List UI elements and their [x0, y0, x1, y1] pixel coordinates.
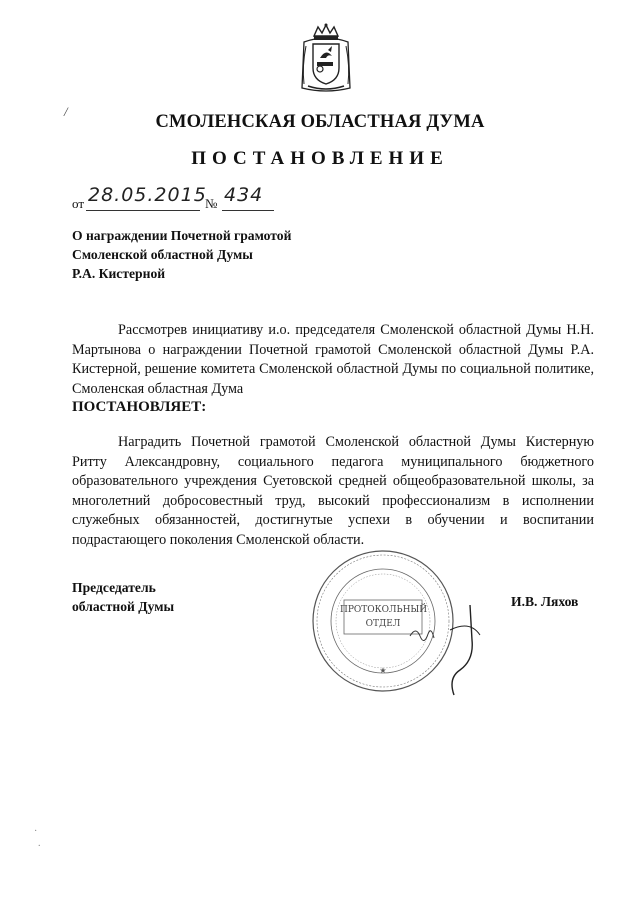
- number-underline: [222, 210, 274, 211]
- stamp-center-text: [340, 603, 426, 631]
- date-number-row: [72, 184, 332, 214]
- signatory-title-line: Председатель: [72, 580, 156, 595]
- subject-line: Р.А. Кистерной: [72, 266, 166, 281]
- document-date: 28.05.2015: [88, 184, 207, 206]
- stamp-line: ПРОТОКОЛЬНЫЙ: [340, 605, 428, 615]
- signatory-title-line: областной Думы: [72, 599, 175, 614]
- organization-title: СМОЛЕНСКАЯ ОБЛАСТНАЯ ДУМА: [155, 112, 485, 132]
- date-underline: [86, 210, 200, 211]
- signatory-title: [72, 578, 174, 616]
- scan-artifact: ·: [34, 826, 38, 837]
- stamp-line: ОТДЕЛ: [365, 619, 401, 629]
- document-number: 434: [224, 184, 264, 206]
- scan-artifact: .: [38, 838, 41, 849]
- coat-of-arms-icon: [298, 22, 354, 94]
- preamble-text: Рассмотрев инициативу и.о. председателя Смоленской областной Думы Н.Н. Мартынова о награждении Почетной грамотой Смоленской областной Думы Р.А. Кистерной, решение комитета Смоленской областной Думы по социальной политике, Смоленская областная Дума: [72, 322, 594, 397]
- decree-heading: ПОСТАНОВЛЯЕТ:: [72, 399, 207, 415]
- decision-paragraph: [72, 433, 594, 550]
- document-type: ПОСТАНОВЛЕНИЕ: [191, 148, 449, 169]
- subject-line: Смоленской областной Думы: [72, 247, 253, 262]
- handwritten-signature: [430, 600, 490, 700]
- preamble-paragraph: [72, 321, 594, 399]
- subject-block: [72, 226, 291, 283]
- from-label: от: [72, 196, 85, 211]
- signatory-name: И.В. Ляхов: [511, 594, 579, 609]
- svg-text:★: ★: [379, 666, 387, 675]
- margin-mark: /: [64, 104, 68, 119]
- subject-line: О награждении Почетной грамотой: [72, 228, 292, 243]
- number-label: №: [205, 196, 218, 211]
- decision-text: Наградить Почетной грамотой Смоленской областной Думы Кистерную Ритту Александровну, социального педагога муниципального бюджетного образовательного учреждения Суетовской средней общеобразовательной школы, за многолетний добросовестный труд, высокий профессионализм в исполнении служебных обязанностей, достигнутые успехи в обучении и воспитании подрастающего поколения Смоленской области.: [72, 434, 594, 548]
